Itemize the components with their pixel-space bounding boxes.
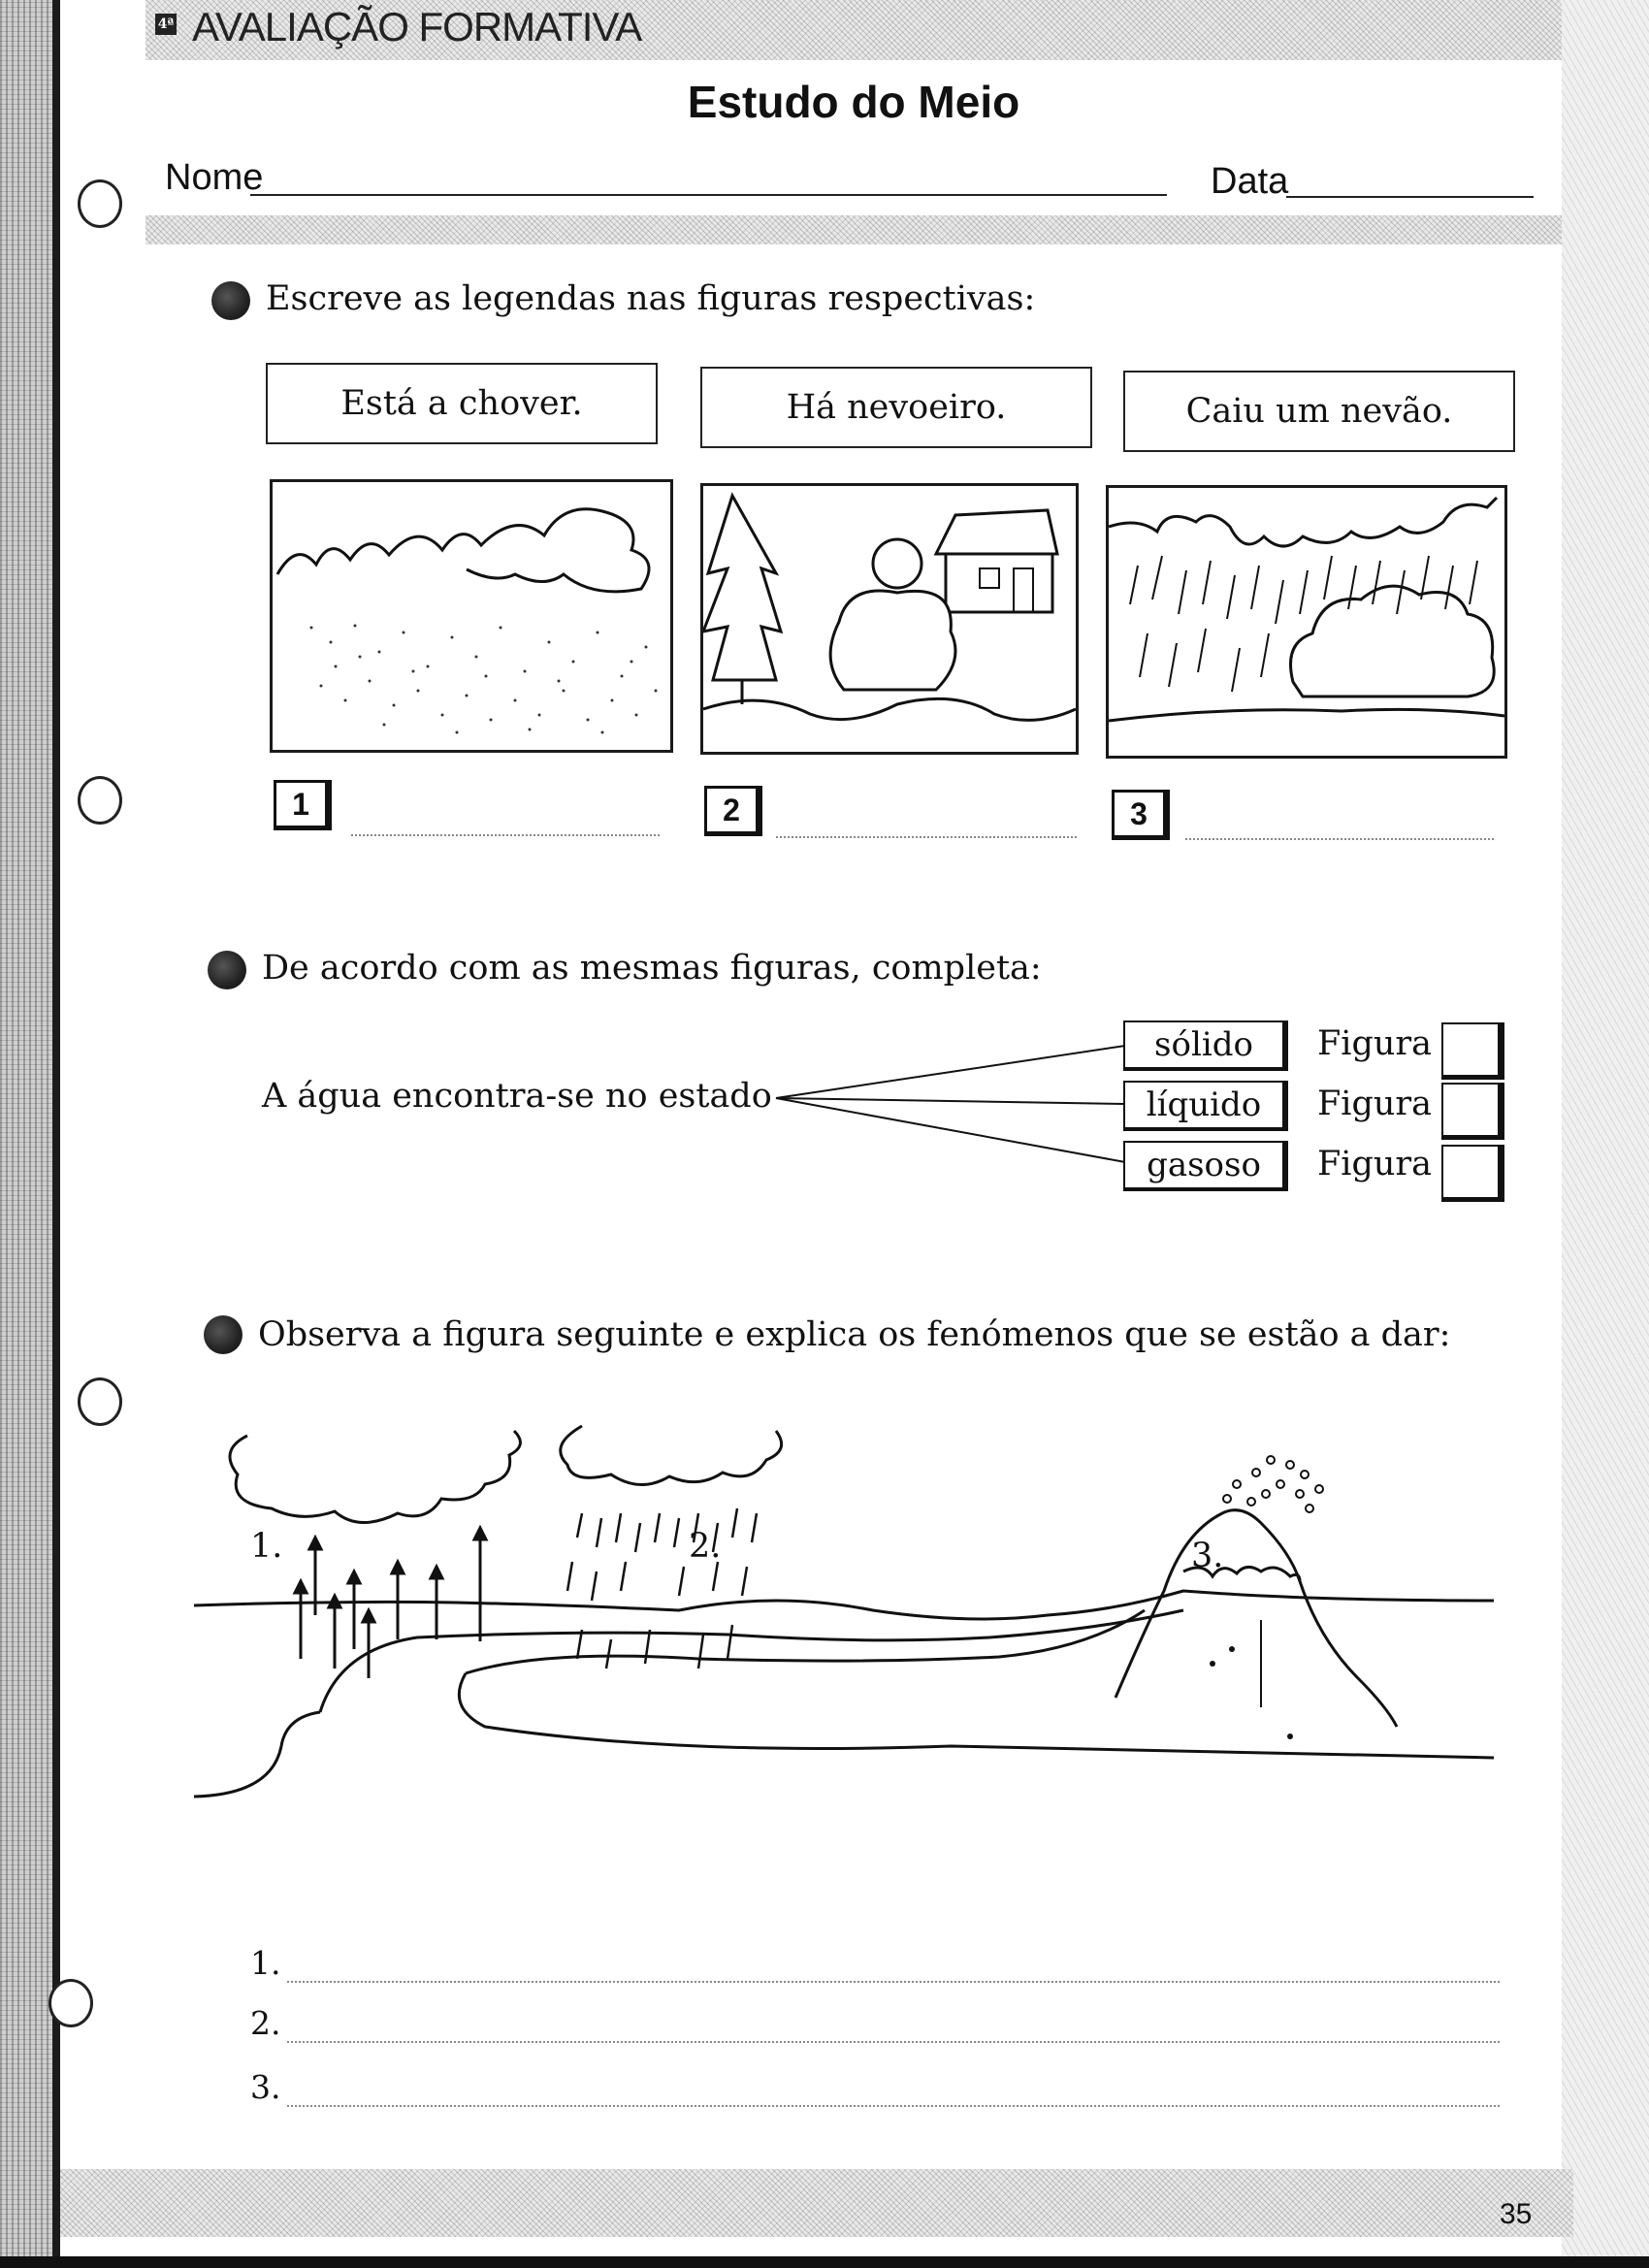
- binding-edge: [52, 0, 60, 2268]
- connector-lines: [766, 1028, 1135, 1183]
- diagram-label-mountain: 3.: [1191, 1537, 1224, 1575]
- question-bullet: [211, 281, 250, 320]
- answer-line-3[interactable]: [287, 2105, 1500, 2107]
- punch-hole: [48, 1979, 93, 2027]
- caption-answer-line-1[interactable]: [351, 834, 660, 836]
- caption-fog: Há nevoeiro.: [700, 367, 1092, 448]
- caption-rain: Está a chover.: [266, 363, 658, 444]
- punch-hole: [78, 1377, 122, 1426]
- question3-prompt: Observa a figura seguinte e explica os fenómenos que se estão a dar:: [258, 1315, 1451, 1354]
- snow-illustration: [703, 486, 1076, 752]
- figure-answer-box-gas[interactable]: [1441, 1145, 1504, 1202]
- diagram-label-evaporation: 1.: [250, 1527, 283, 1566]
- figure-answer-box-liquid[interactable]: [1441, 1083, 1504, 1140]
- date-label: Data: [1211, 161, 1289, 202]
- fog-illustration: [273, 482, 670, 750]
- state-liquid: líquido: [1123, 1081, 1288, 1131]
- caption-answer-line-3[interactable]: [1185, 838, 1494, 840]
- figure-label: Figura: [1317, 1145, 1433, 1183]
- binding-spine: [0, 0, 60, 2268]
- figure-answer-box-solid[interactable]: [1441, 1022, 1504, 1080]
- state-solid: sólido: [1123, 1021, 1288, 1071]
- question1-prompt: Escreve as legendas nas figuras respectivas:: [266, 279, 1036, 318]
- figure-number-box: 1: [274, 780, 332, 830]
- figure-label: Figura: [1317, 1085, 1433, 1123]
- question-bullet: [204, 1315, 242, 1354]
- section-title: AVALIAÇÃO FORMATIVA: [192, 4, 642, 49]
- answer-label-2: 2.: [250, 2004, 281, 2042]
- section-badge: 4ª: [155, 14, 177, 35]
- scan-bottom-edge: [0, 2256, 1649, 2268]
- figure-fog: [270, 479, 673, 753]
- punch-hole: [78, 179, 122, 228]
- page-right-edge: [1562, 0, 1649, 2268]
- state-gas: gasoso: [1123, 1141, 1288, 1191]
- caption-answer-line-2[interactable]: [776, 836, 1077, 838]
- figure-label: Figura: [1317, 1024, 1433, 1063]
- diagram-label-precipitation: 2.: [689, 1527, 722, 1566]
- rain-illustration: [1109, 488, 1504, 756]
- name-label: Nome: [165, 157, 264, 198]
- answer-line-1[interactable]: [287, 1981, 1500, 1983]
- punch-hole: [78, 776, 122, 825]
- figure-rain: [1106, 485, 1507, 759]
- state-statement: A água encontra-se no estado: [262, 1077, 772, 1116]
- answer-label-3: 3.: [250, 2068, 281, 2106]
- figure-number-box: 2: [704, 786, 762, 836]
- answer-line-2[interactable]: [287, 2041, 1500, 2043]
- date-field[interactable]: [1286, 196, 1534, 198]
- caption-snow: Caiu um nevão.: [1123, 371, 1515, 452]
- footer-band: [60, 2169, 1573, 2237]
- page-number: 35: [1500, 2198, 1533, 2230]
- page-title: Estudo do Meio: [687, 77, 1020, 127]
- water-cycle-diagram: [194, 1416, 1504, 1824]
- question-bullet: [208, 951, 246, 989]
- figure-number-box: 3: [1112, 790, 1170, 840]
- header-divider-band: [146, 215, 1562, 244]
- figure-snow: [700, 483, 1079, 755]
- name-field[interactable]: [250, 194, 1167, 196]
- answer-label-1: 1.: [250, 1944, 281, 1982]
- question2-prompt: De acordo com as mesmas figuras, completa:: [262, 949, 1042, 988]
